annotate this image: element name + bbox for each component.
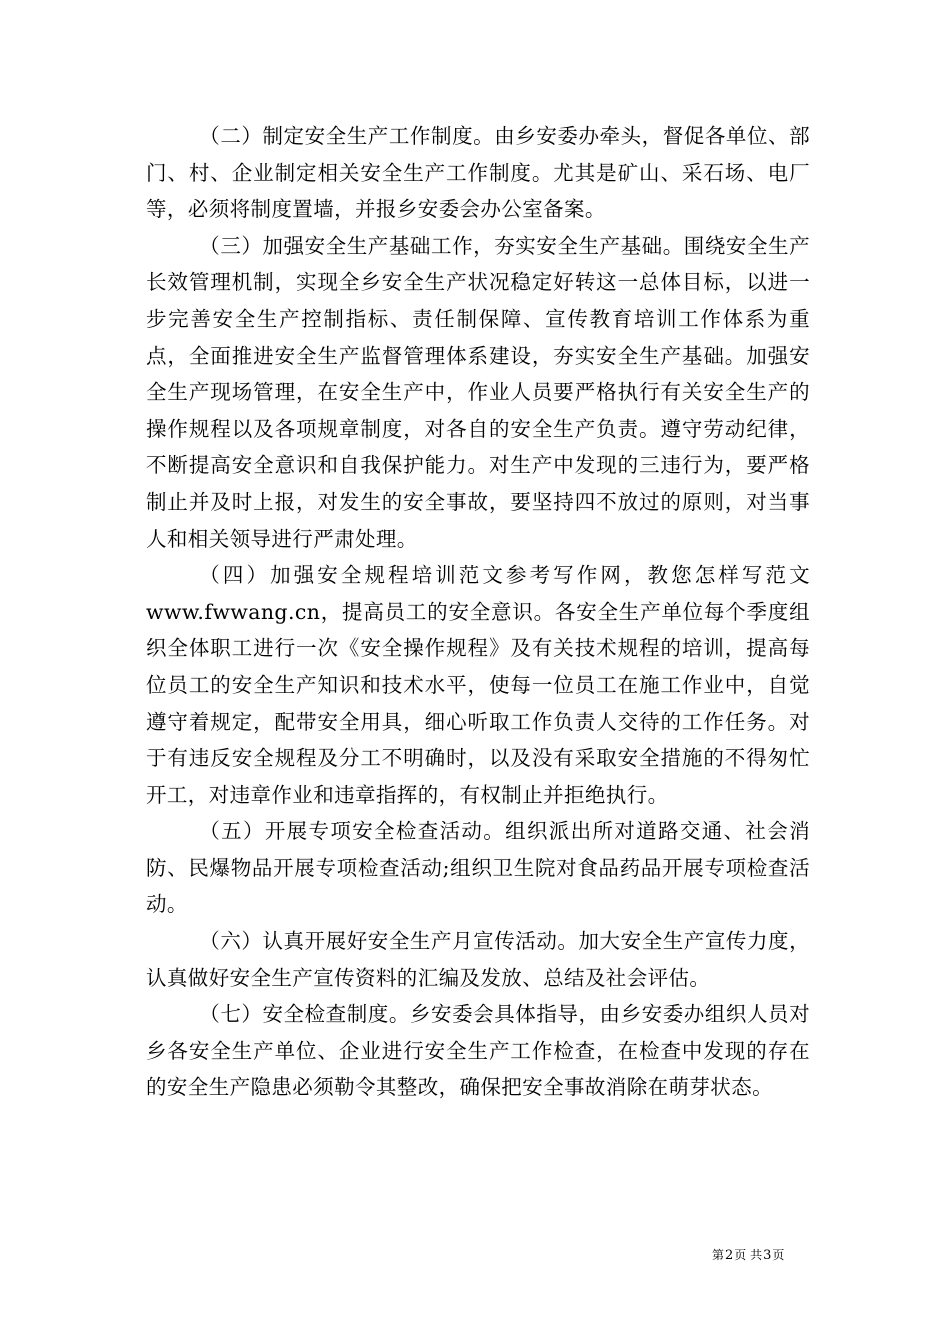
paragraph-section-3: （三）加强安全生产基础工作，夯实安全生产基础。围绕安全生产长效管理机制，实现全乡安全生产状况稳定好转这一总体目标，以进一步完善安全生产控制指标、责任制保障、宣传教育培训工作体系为重点，全面推进安全生产监督管理体系建设，夯实安全生产基础。加强安全生产现场管理，在安全生产中，作业人员要严格执行有关安全生产的操作规程以及各项规章制度，对各自的安全生产负责。遵守劳动纪律，不断提高安全意识和自我保护能力。对生产中发现的三违行为，要严格制止并及时上报，对发生的安全事故，要坚持四不放过的原则，对当事人和相关领导进行严肃处理。 xyxy=(146,233,810,551)
page-number-footer xyxy=(712,1246,784,1263)
footer-current-page: 2 xyxy=(725,1248,734,1263)
footer-suffix: 页 xyxy=(772,1248,785,1262)
footer-prefix: 第 xyxy=(712,1248,725,1262)
paragraph-section-7: （七）安全检查制度。乡安委会具体指导，由乡安委办组织人员对乡各安全生产单位、企业进行安全生产工作检查，在检查中发现的存在的安全生产隐患必须勒令其整改，确保把安全事故消除在萌芽状态。 xyxy=(146,1002,810,1100)
paragraph-section-4: （四）加强安全规程培训范文参考写作网，教您怎样写范文www.fwwang.cn，提高员工的安全意识。各安全生产单位每个季度组织全体职工进行一次《安全操作规程》及有关技术规程的培训，提高每位员工的安全生产知识和技术水平，使每一位员工在施工作业中，自觉遵守着规定，配带安全用具，细心听取工作负责人交待的工作任务。对于有违反安全规程及分工不明确时，以及没有采取安全措施的不得匆忙开工，对违章作业和违章指挥的，有权制止并拒绝执行。 xyxy=(146,563,810,807)
paragraph-section-6: （六）认真开展好安全生产月宣传活动。加大安全生产宣传力度，认真做好安全生产宣传资料的汇编及发放、总结及社会评估。 xyxy=(146,929,810,990)
paragraph-section-5: （五）开展专项安全检查活动。组织派出所对道路交通、社会消防、民爆物品开展专项检查活动;组织卫生院对食品药品开展专项检查活动。 xyxy=(146,819,810,917)
footer-middle: 页 共 xyxy=(734,1248,763,1262)
paragraph-section-2: （二）制定安全生产工作制度。由乡安委办牵头，督促各单位、部门、村、企业制定相关安全生产工作制度。尤其是矿山、采石场、电厂等，必须将制度置墙，并报乡安委会办公室备案。 xyxy=(146,124,810,222)
document-body xyxy=(146,118,810,1106)
footer-total-pages: 3 xyxy=(763,1248,772,1263)
